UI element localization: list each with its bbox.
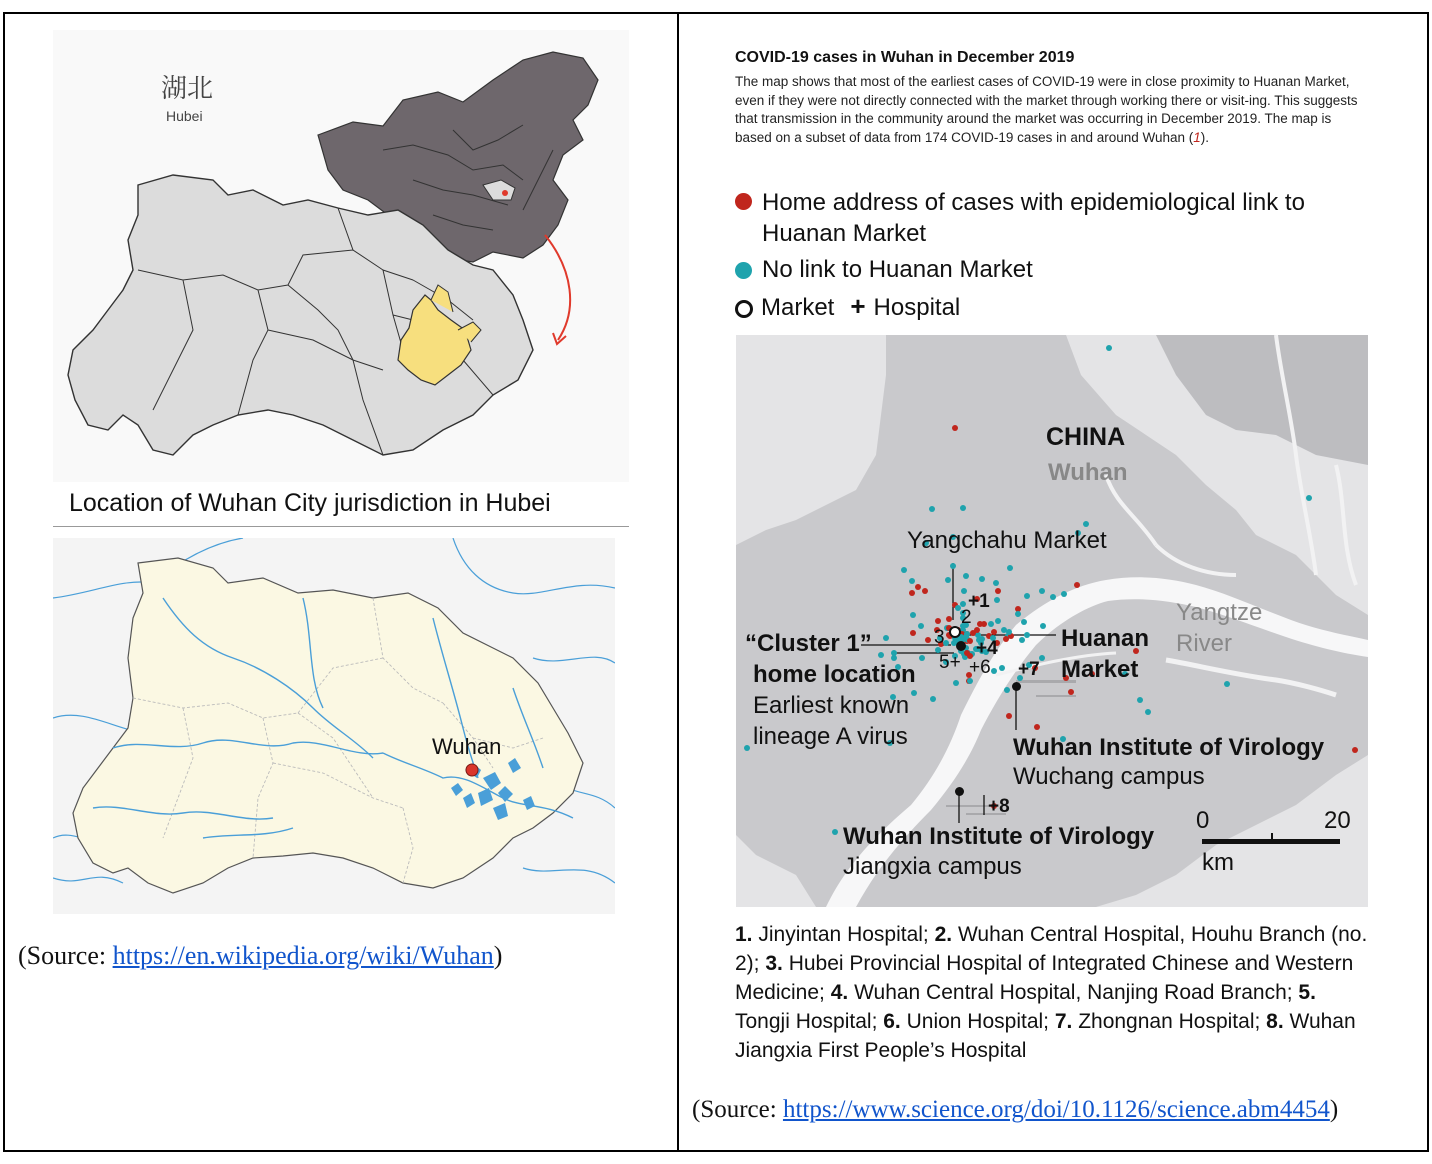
hospital-2-label: 2	[961, 607, 972, 628]
wikipedia-link[interactable]: https://en.wikipedia.org/wiki/Wuhan	[112, 941, 494, 970]
legend-linked	[735, 187, 1305, 249]
label-wuhan-city: Wuhan	[1048, 459, 1128, 486]
left-source-prefix: (Source:	[18, 941, 113, 970]
legend-symbols	[735, 291, 961, 322]
label-huanan-1: Huanan	[1061, 625, 1150, 652]
case-dot	[1007, 565, 1013, 571]
case-dot	[999, 665, 1005, 671]
scale-max: 20	[1324, 807, 1351, 834]
legend-not-linked-dot	[735, 262, 752, 279]
case-dot	[1015, 611, 1021, 617]
label-cluster-1: “Cluster 1”	[745, 630, 872, 657]
wuhan-case-map	[736, 335, 1368, 907]
label-china: CHINA	[1046, 423, 1126, 451]
wiv-wuchang-icon	[1012, 682, 1021, 691]
legend-not-linked	[735, 256, 1033, 284]
fn-text-2: Wuhan Central Hospital, Houhu Branch (no. 2);	[735, 923, 1368, 975]
case-dot	[832, 829, 838, 835]
hospital-5-label: 5+	[939, 652, 961, 673]
case-dot	[995, 618, 1001, 624]
fn-num-1: 1.	[735, 923, 753, 946]
case-dot	[960, 505, 966, 511]
hospital-plus-icon: +	[850, 291, 866, 321]
market-ring-icon	[735, 300, 753, 318]
wuhan-map-label: Wuhan	[432, 734, 502, 759]
panel-divider	[677, 12, 679, 1152]
case-dot	[993, 580, 999, 586]
label-river: River	[1176, 630, 1233, 657]
case-dot	[945, 577, 951, 583]
hubei-locator-svg	[53, 30, 629, 482]
market-yangchahu-icon	[949, 626, 961, 638]
case-dot	[994, 597, 1000, 603]
case-dot	[988, 621, 994, 627]
fn-text-4: Wuhan Central Hospital, Nanjing Road Branch;	[848, 981, 1299, 1004]
case-dot	[963, 573, 969, 579]
caption-rule	[53, 526, 629, 527]
hospital-7-label: +7	[1018, 659, 1040, 680]
label-huanan-2: Market	[1061, 656, 1139, 683]
scale-tick	[1271, 833, 1273, 840]
case-dot	[918, 623, 924, 629]
right-source	[692, 1096, 1338, 1124]
case-dot	[1061, 591, 1067, 597]
legend-not-linked-label: No link to Huanan Market	[762, 256, 1033, 283]
fn-text-8: Wuhan Jiangxia First People’s Hospital	[735, 1010, 1356, 1062]
hubei-locator-map	[53, 30, 629, 482]
case-dot	[911, 690, 917, 696]
hubei-rivers-map	[53, 538, 615, 914]
label-cluster-2: home location	[753, 661, 916, 688]
case-dot	[952, 425, 958, 431]
case-dot	[967, 638, 973, 644]
fn-text-7: Zhongnan Hospital;	[1072, 1010, 1267, 1033]
case-dot	[1137, 697, 1143, 703]
case-dot	[878, 652, 884, 658]
case-dot	[1050, 594, 1056, 600]
case-dot	[1024, 632, 1030, 638]
case-dot	[1034, 724, 1040, 730]
hospital-footnote	[735, 920, 1375, 1065]
left-source	[18, 941, 502, 971]
hospital-3-label: 3	[934, 627, 945, 648]
case-dot	[953, 680, 959, 686]
label-cluster-desc-1: Earliest known	[753, 692, 910, 719]
case-dot	[979, 576, 985, 582]
case-dot	[1074, 582, 1080, 588]
legend-linked-label: Home address of cases with epidemiological link to Huanan Market	[762, 189, 1305, 247]
reference-number: 1	[1193, 129, 1201, 145]
hospital-6-label: +6	[969, 657, 991, 678]
hospital-8-label: +8	[988, 796, 1010, 817]
map-title: COVID-19 cases in Wuhan in December 2019	[735, 49, 1075, 66]
case-dot	[909, 578, 915, 584]
hospital-1-label: +1	[968, 591, 990, 612]
case-dot	[922, 588, 928, 594]
case-dot	[744, 745, 750, 751]
case-dot	[919, 655, 925, 661]
hubei-chinese-label: 湖北	[161, 74, 214, 104]
case-dot	[929, 506, 935, 512]
left-map-caption: Location of Wuhan City jurisdiction in Hubei	[69, 489, 551, 517]
hubei-rivers-svg	[53, 538, 615, 914]
label-yangtze: Yangtze	[1176, 599, 1263, 626]
case-dot	[1003, 636, 1009, 642]
case-dot	[977, 621, 983, 627]
case-dot	[1040, 623, 1046, 629]
map-description-text: The map shows that most of the earliest cases of COVID-19 were in close proximity to Huanan Market, even if they were not directly connected with the market through working there or visit-ing. This suggests that transmission in the community around the market was occurring in December 2019. The map is based on a subset of data from 174 COVID-19 cases in and around Wuhan (	[735, 74, 1358, 145]
fn-text-6: Union Hospital;	[900, 1010, 1055, 1033]
fn-text-1: Jinyintan Hospital;	[752, 923, 935, 946]
case-dot	[950, 563, 956, 569]
right-source-prefix: (Source:	[692, 1096, 783, 1123]
case-dot	[1004, 687, 1010, 693]
market-huanan-icon	[956, 641, 966, 651]
case-dot	[995, 588, 1001, 594]
map-description-end: ).	[1200, 129, 1210, 145]
case-dot	[991, 629, 997, 635]
map-description	[735, 73, 1371, 147]
case-dot	[960, 601, 966, 607]
fn-num-3: 3.	[765, 952, 783, 975]
case-dot	[1039, 655, 1045, 661]
case-dot	[946, 616, 952, 622]
case-dot	[1019, 637, 1025, 643]
case-dot	[901, 567, 907, 573]
case-dot	[1068, 689, 1074, 695]
case-dot	[910, 630, 916, 636]
label-wiv-wuchang-1: Wuhan Institute of Virology	[1013, 734, 1325, 761]
right-source-suffix: )	[1329, 1096, 1339, 1123]
case-dot	[1306, 495, 1312, 501]
label-wiv-wuchang-2: Wuchang campus	[1013, 763, 1205, 790]
case-dot	[930, 696, 936, 702]
legend-hospital-label: Hospital	[873, 294, 961, 321]
fn-text-3: Hubei Provincial Hospital of Integrated Chinese and Western Medicine;	[735, 952, 1354, 1004]
fn-num-5: 5.	[1298, 981, 1316, 1004]
case-dot	[1145, 709, 1151, 715]
case-dot	[891, 655, 897, 661]
case-dot	[991, 668, 997, 674]
fn-num-7: 7.	[1054, 1010, 1073, 1033]
label-wiv-jiangxia-1: Wuhan Institute of Virology	[843, 823, 1155, 850]
case-dot	[1352, 747, 1358, 753]
case-dot	[1224, 681, 1230, 687]
case-dot	[961, 588, 967, 594]
case-dot	[935, 618, 941, 624]
case-dot	[1039, 588, 1045, 594]
fn-num-4: 4.	[830, 981, 849, 1004]
case-dot	[925, 637, 931, 643]
case-dot	[1021, 619, 1027, 625]
fn-text-5: Tongji Hospital;	[735, 1010, 884, 1033]
label-cluster-desc-2: lineage A virus	[753, 723, 908, 750]
legend-market-label: Market	[761, 294, 835, 321]
case-dot	[1106, 345, 1112, 351]
case-dot	[909, 590, 915, 596]
case-dot	[1024, 593, 1030, 599]
case-dot	[910, 612, 916, 618]
fn-num-8: 8.	[1266, 1010, 1284, 1033]
fn-num-6: 6.	[883, 1010, 901, 1033]
scale-zero: 0	[1196, 807, 1210, 834]
label-wiv-jiangxia-2: Jiangxia campus	[843, 853, 1022, 880]
case-dot	[1006, 713, 1012, 719]
legend-linked-dot	[735, 193, 752, 210]
case-dot	[1006, 629, 1012, 635]
wuhan-marker	[466, 764, 478, 776]
wiv-jiangxia-icon	[955, 787, 964, 796]
case-dot	[883, 635, 889, 641]
left-source-suffix: )	[493, 941, 503, 970]
case-dots	[736, 335, 1368, 907]
science-link[interactable]: https://www.science.org/doi/10.1126/science.abm4454	[782, 1096, 1330, 1123]
case-dot	[974, 627, 980, 633]
case-dot	[915, 584, 921, 590]
hubei-label: Hubei	[166, 108, 203, 124]
scale-unit: km	[1202, 849, 1234, 876]
label-yangchahu: Yangchahu Market	[907, 527, 1107, 554]
hospital-4-label: +4	[976, 638, 998, 659]
fn-num-2: 2.	[934, 923, 953, 946]
